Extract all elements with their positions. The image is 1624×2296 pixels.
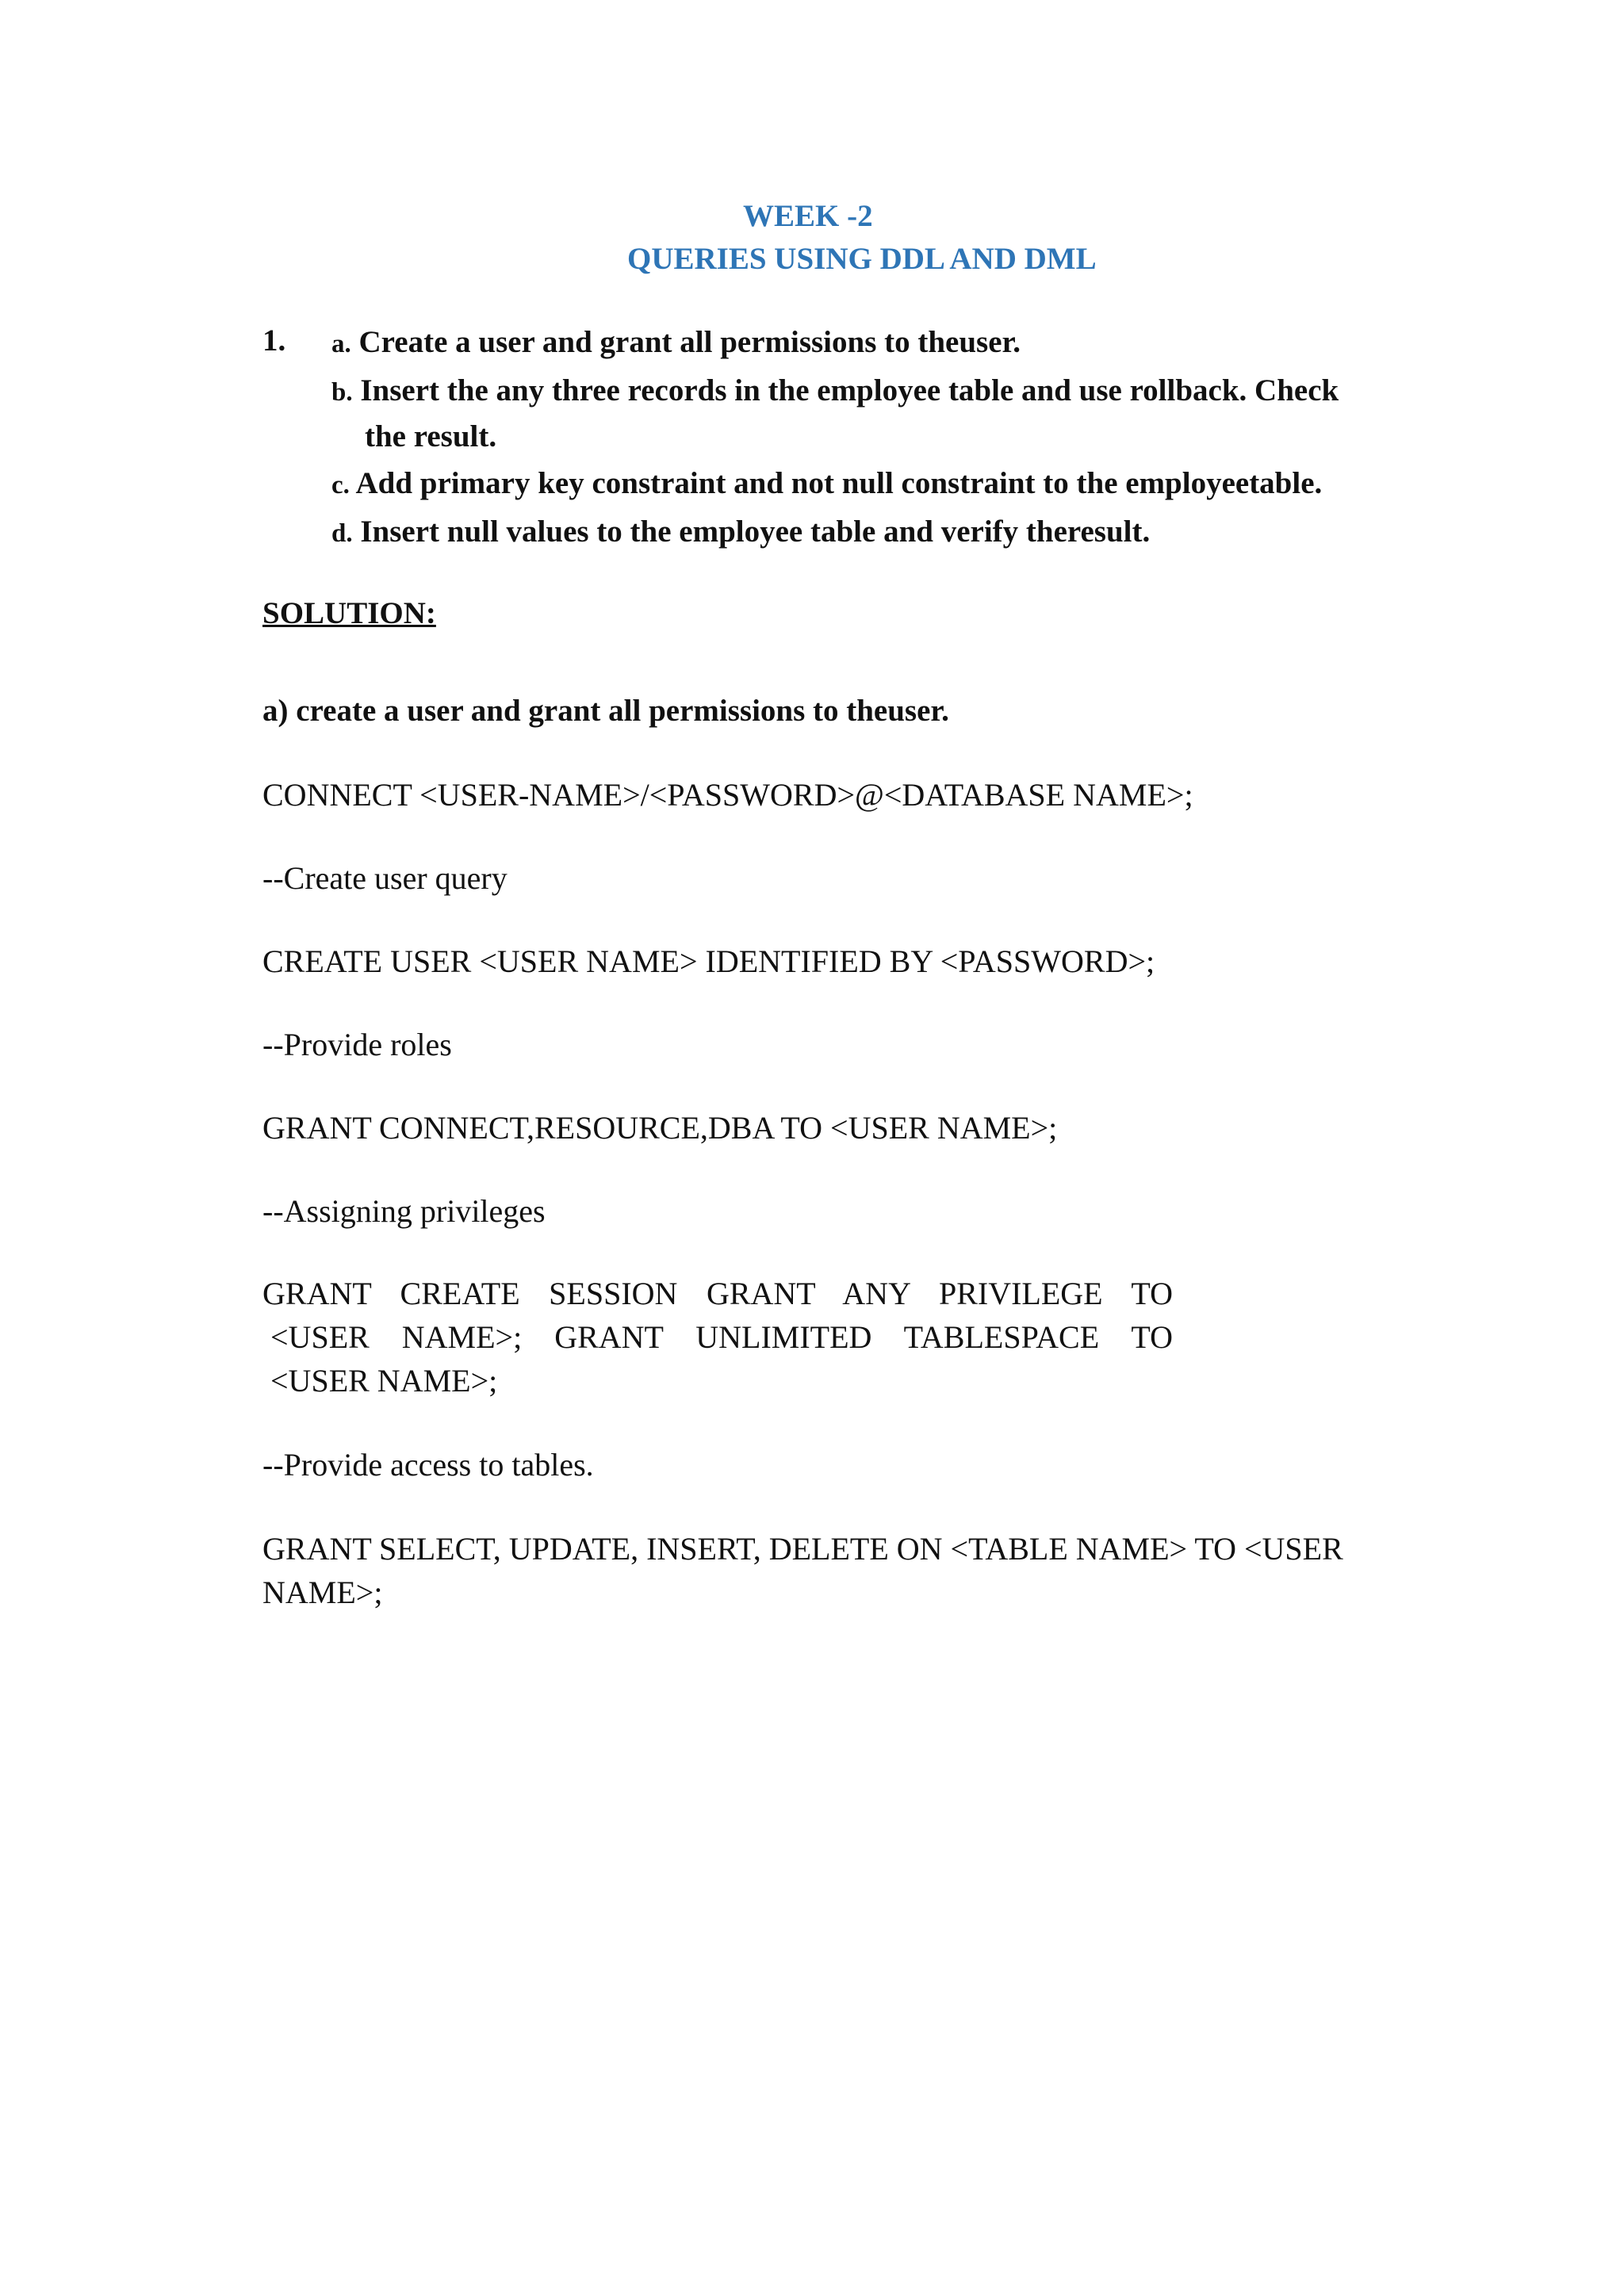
comment-create-user: --Create user query — [262, 860, 508, 896]
grant-privileges-statement — [262, 1272, 1173, 1402]
question-item-d — [331, 510, 1150, 556]
item-letter: a. — [331, 330, 351, 358]
comment-provide-table-access: --Provide access to tables. — [262, 1447, 594, 1483]
item-text: Add primary key constraint and not null constraint to the employeetable. — [355, 466, 1323, 500]
comment-assigning-privileges: --Assigning privileges — [262, 1193, 546, 1229]
question-item-a — [331, 320, 1021, 366]
code-line: <USER NAME>; GRANT UNLIMITED TABLESPACE TO — [270, 1319, 1173, 1355]
code-line: GRANT CREATE SESSION GRANT ANY PRIVILEGE TO — [262, 1276, 1173, 1311]
part-a-heading: a) create a user and grant all permissions to theuser. — [262, 694, 949, 728]
item-text: Insert the any three records in the employee table and use rollback. Check — [360, 373, 1339, 408]
item-letter: d. — [331, 519, 353, 548]
connect-statement: CONNECT <USER-NAME>/<PASSWORD>@<DATABASE NAME>; — [262, 777, 1193, 813]
page-title: QUERIES USING DDL AND DML — [627, 242, 1097, 276]
item-text: Insert null values to the employee table and verify theresult. — [360, 515, 1151, 549]
question-number: 1. — [262, 323, 286, 358]
comment-provide-roles: --Provide roles — [262, 1027, 452, 1062]
item-text-continuation: the result. — [365, 419, 497, 453]
code-line: NAME>; — [262, 1575, 383, 1610]
week-heading: WEEK -2 — [743, 199, 873, 233]
question-item-c — [331, 461, 1322, 507]
item-letter: b. — [331, 378, 353, 407]
code-line: GRANT SELECT, UPDATE, INSERT, DELETE ON <TABLE NAME> TO <USER — [262, 1531, 1343, 1567]
item-letter: c. — [331, 471, 350, 499]
grant-roles-statement: GRANT CONNECT,RESOURCE,DBA TO <USER NAME>; — [262, 1110, 1058, 1146]
create-user-statement: CREATE USER <USER NAME> IDENTIFIED BY <PASSWORD>; — [262, 943, 1155, 979]
solution-label: SOLUTION: — [262, 596, 436, 630]
grant-table-access-statement — [262, 1527, 1343, 1614]
item-text: Create a user and grant all permissions to theuser. — [358, 325, 1021, 359]
question-item-b — [331, 369, 1339, 459]
code-line: <USER NAME>; — [270, 1363, 498, 1399]
